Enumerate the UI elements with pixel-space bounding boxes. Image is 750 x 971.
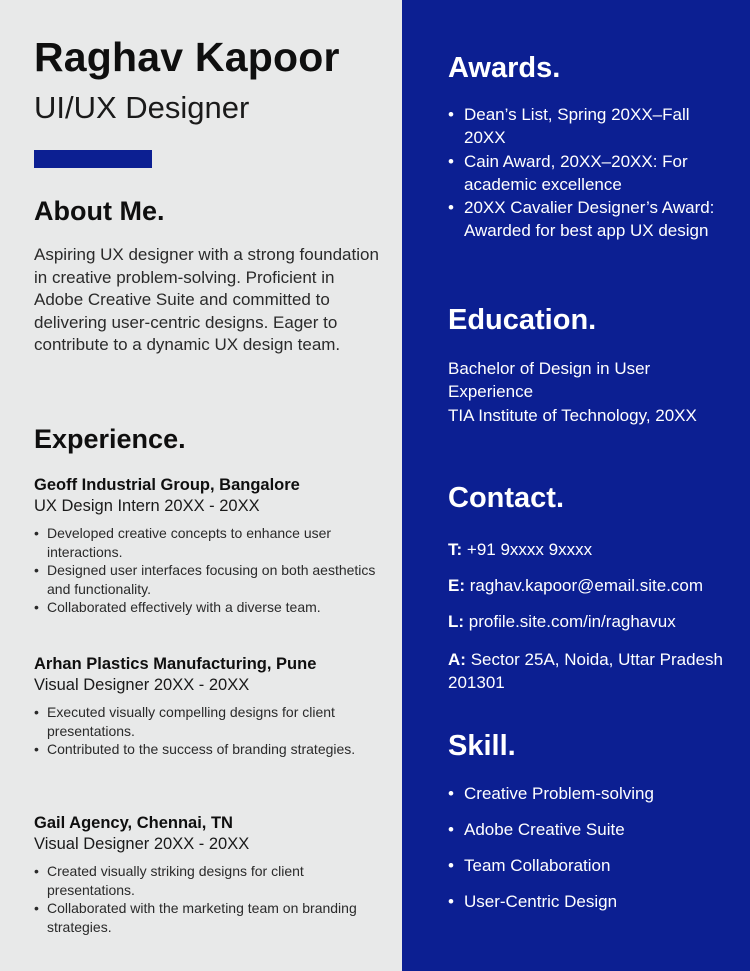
job-title: UX Design Intern 20XX - 20XX [34,497,260,515]
address-label: A: [448,650,466,669]
skill-item: • Adobe Creative Suite [448,820,625,840]
contact-heading: Contact. [448,482,564,514]
award-item: • 20XX Cavalier Designer’s Award: Awarded for best app UX design [448,196,728,243]
job-bullet: • Contributed to the success of branding strategies. [34,740,379,759]
job-bullet: • Created visually striking designs for client presentations. [34,862,379,899]
education-school: TIA Institute of Technology, 20XX [448,405,697,425]
job-bullets [34,703,379,759]
contact-email [448,574,733,597]
about-text: Aspiring UX designer with a strong foundation in creative problem-solving. Proficient in Adobe Creative Suite and committed to delivering user-centric designs. Eager to contribute to a dynamic UX design team. [34,245,379,355]
job-title: Visual Designer 20XX - 20XX [34,835,250,853]
contact-phone [448,538,733,561]
awards-heading: Awards. [448,52,561,84]
skill-item: • Creative Problem-solving [448,784,654,804]
job-entry [34,655,379,759]
job-bullets [34,524,379,617]
job-entry [34,814,379,936]
award-item: • Dean’s List, Spring 20XX–Fall 20XX [448,103,728,150]
awards-list [448,103,728,243]
accent-bar [34,150,152,168]
about-heading: About Me. [34,196,165,226]
job-company: Gail Agency, Chennai, TN [34,814,233,832]
phone-value[interactable]: +91 9xxxx 9xxxx [466,540,593,559]
job-bullet: • Executed visually compelling designs for client presentations. [34,703,379,740]
candidate-role: UI/UX Designer [34,90,250,125]
link-label: L: [448,612,465,631]
email-label: E: [448,576,465,595]
job-company: Geoff Industrial Group, Bangalore [34,476,300,494]
education-details [448,357,728,427]
job-bullet: • Developed creative concepts to enhance user interactions. [34,524,379,561]
job-bullet: • Collaborated with the marketing team on branding strategies. [34,899,379,936]
education-degree: Bachelor of Design in User Experience [448,359,651,402]
skill-item: • User-Centric Design [448,892,617,912]
job-entry [34,476,379,617]
email-value[interactable]: raghav.kapoor@email.site.com [469,576,704,595]
job-company: Arhan Plastics Manufacturing, Pune [34,655,317,673]
award-item: • Cain Award, 20XX–20XX: For academic excellence [448,150,728,197]
skills-heading: Skill. [448,730,516,762]
skill-item: • Team Collaboration [448,856,610,876]
job-bullet: • Collaborated effectively with a diverse team. [34,598,379,617]
job-title: Visual Designer 20XX - 20XX [34,676,250,694]
job-bullet: • Designed user interfaces focusing on both aesthetics and functionality. [34,561,379,598]
address-value: Sector 25A, Noida, Uttar Pradesh 201301 [448,650,723,692]
contact-link [448,610,733,633]
phone-label: T: [448,540,463,559]
job-bullets [34,862,379,936]
contact-address [448,648,733,694]
education-heading: Education. [448,304,597,336]
experience-heading: Experience. [34,424,186,454]
candidate-name: Raghav Kapoor [34,34,340,80]
link-value[interactable]: profile.site.com/in/raghavux [468,612,676,631]
